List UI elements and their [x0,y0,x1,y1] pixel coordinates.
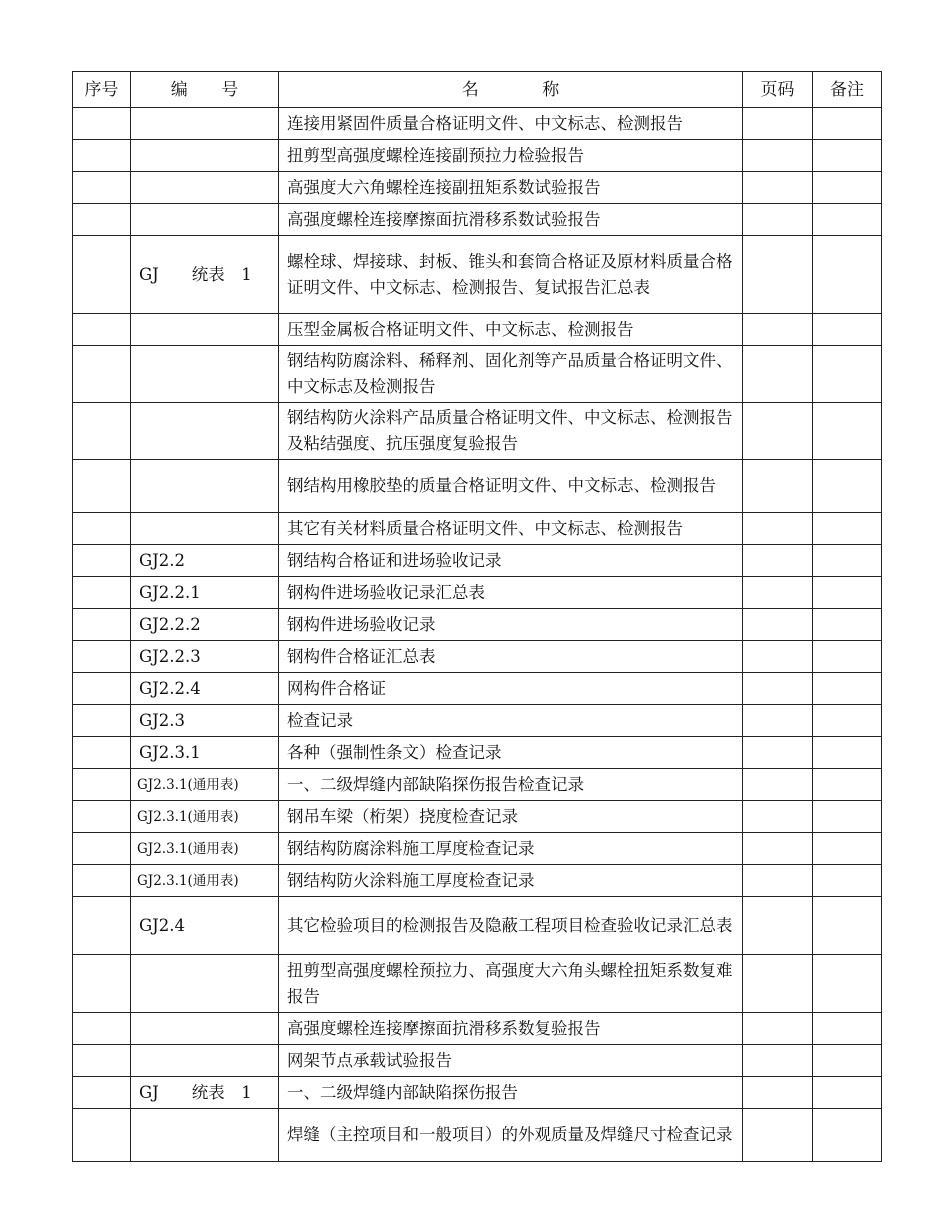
row-note [813,172,882,204]
row-code [131,1109,279,1162]
row-page [743,460,813,513]
row-code: GJ2.3 [131,705,279,737]
table-row [73,737,882,769]
row-seq [73,236,131,314]
table-row [73,172,882,204]
row-code: GJ2.3.1(通用表) [131,769,279,801]
row-code: GJ 统表 1 [131,236,279,314]
table-row [73,140,882,172]
row-seq [73,801,131,833]
table-row [73,955,882,1013]
row-name: 一、二级焊缝内部缺陷探伤报告 [279,1077,743,1109]
row-name: 钢结构合格证和进场验收记录 [279,545,743,577]
row-code [131,955,279,1013]
row-note [813,1109,882,1162]
row-page [743,1045,813,1077]
row-code [131,204,279,236]
row-note [813,108,882,140]
row-note [813,865,882,897]
row-code: GJ2.2.2 [131,609,279,641]
table-row [73,641,882,673]
row-page [743,609,813,641]
table-row [73,801,882,833]
row-seq [73,140,131,172]
row-page [743,865,813,897]
row-name: 网构件合格证 [279,673,743,705]
row-name: 压型金属板合格证明文件、中文标志、检测报告 [279,314,743,346]
row-seq [73,673,131,705]
table-row [73,346,882,403]
row-name: 其它检验项目的检测报告及隐蔽工程项目检查验收记录汇总表 [279,897,743,955]
header-row [73,72,882,108]
table-row [73,705,882,737]
row-seq [73,1045,131,1077]
row-code: GJ2.2.1 [131,577,279,609]
row-seq [73,460,131,513]
row-code: GJ2.3.1 [131,737,279,769]
row-code [131,140,279,172]
row-code [131,513,279,545]
row-page [743,346,813,403]
row-code: GJ2.2.3 [131,641,279,673]
row-code [131,172,279,204]
row-note [813,545,882,577]
row-name: 钢结构用橡胶垫的质量合格证明文件、中文标志、检测报告 [279,460,743,513]
row-page [743,513,813,545]
row-note [813,609,882,641]
row-seq [73,314,131,346]
header-note: 备注 [813,72,882,108]
table-row [73,1077,882,1109]
row-seq [73,1077,131,1109]
table-row [73,1109,882,1162]
row-name: 钢结构防火涂料施工厚度检查记录 [279,865,743,897]
row-note [813,140,882,172]
row-code: GJ2.2.4 [131,673,279,705]
row-seq [73,897,131,955]
row-name: 钢结构防火涂料产品质量合格证明文件、中文标志、检测报告及粘结强度、抗压强度复验报告 [279,403,743,460]
row-page [743,314,813,346]
table-row [73,577,882,609]
header-name: 名 称 [279,72,743,108]
row-seq [73,955,131,1013]
table-row [73,108,882,140]
row-seq [73,833,131,865]
row-name: 钢吊车梁（桁架）挠度检查记录 [279,801,743,833]
row-page [743,801,813,833]
row-seq [73,641,131,673]
table-row [73,833,882,865]
table-row [73,314,882,346]
row-code: GJ2.3.1(通用表) [131,801,279,833]
row-name: 钢构件合格证汇总表 [279,641,743,673]
row-seq [73,609,131,641]
row-name: 各种（强制性条文）检查记录 [279,737,743,769]
row-code [131,346,279,403]
row-code [131,1013,279,1045]
row-note [813,705,882,737]
row-name: 钢构件进场验收记录汇总表 [279,577,743,609]
row-note [813,673,882,705]
row-seq [73,513,131,545]
row-note [813,737,882,769]
row-name: 钢构件进场验收记录 [279,609,743,641]
row-name: 螺栓球、焊接球、封板、锥头和套筒合格证及原材料质量合格证明文件、中文标志、检测报告、复试报告汇总表 [279,236,743,314]
table-row [73,204,882,236]
table-row [73,769,882,801]
table-row [73,609,882,641]
row-note [813,1045,882,1077]
row-page [743,545,813,577]
row-seq [73,769,131,801]
table-row [73,865,882,897]
row-note [813,346,882,403]
row-seq [73,172,131,204]
row-page [743,140,813,172]
row-page [743,403,813,460]
header-page: 页码 [743,72,813,108]
row-page [743,673,813,705]
row-note [813,641,882,673]
row-note [813,833,882,865]
row-note [813,314,882,346]
row-note [813,236,882,314]
row-seq [73,346,131,403]
table-row [73,1013,882,1045]
row-seq [73,705,131,737]
row-seq [73,865,131,897]
row-page [743,955,813,1013]
row-page [743,641,813,673]
row-code: GJ2.3.1(通用表) [131,833,279,865]
row-name: 一、二级焊缝内部缺陷探伤报告检查记录 [279,769,743,801]
row-note [813,1013,882,1045]
table-row [73,1045,882,1077]
row-code: GJ 统表 1 [131,1077,279,1109]
row-note [813,801,882,833]
row-name: 焊缝（主控项目和一般项目）的外观质量及焊缝尺寸检查记录 [279,1109,743,1162]
row-page [743,737,813,769]
row-seq [73,204,131,236]
row-page [743,577,813,609]
row-name: 高强度大六角螺栓连接副扭矩系数试验报告 [279,172,743,204]
row-page [743,833,813,865]
row-code [131,403,279,460]
row-note [813,577,882,609]
row-seq [73,403,131,460]
table-row [73,460,882,513]
row-page [743,769,813,801]
row-page [743,897,813,955]
header-seq: 序号 [73,72,131,108]
row-page [743,1077,813,1109]
row-name: 钢结构防腐涂料施工厚度检查记录 [279,833,743,865]
table-row [73,513,882,545]
row-seq [73,577,131,609]
row-code: GJ2.4 [131,897,279,955]
row-name: 连接用紧固件质量合格证明文件、中文标志、检测报告 [279,108,743,140]
table-row [73,673,882,705]
row-name: 检查记录 [279,705,743,737]
row-note [813,513,882,545]
table-row [73,236,882,314]
row-name: 网架节点承载试验报告 [279,1045,743,1077]
row-seq [73,545,131,577]
row-name: 钢结构防腐涂料、稀释剂、固化剂等产品质量合格证明文件、中文标志及检测报告 [279,346,743,403]
row-code: GJ2.3.1(通用表) [131,865,279,897]
row-note [813,460,882,513]
row-note [813,897,882,955]
row-name: 高强度螺栓连接摩擦面抗滑移系数复验报告 [279,1013,743,1045]
header-code: 编 号 [131,72,279,108]
row-code [131,1045,279,1077]
row-page [743,705,813,737]
row-seq [73,1109,131,1162]
row-code: GJ2.2 [131,545,279,577]
row-name: 扭剪型高强度螺栓连接副预拉力检验报告 [279,140,743,172]
row-page [743,204,813,236]
row-code [131,108,279,140]
row-name: 其它有关材料质量合格证明文件、中文标志、检测报告 [279,513,743,545]
row-page [743,236,813,314]
row-page [743,1013,813,1045]
row-code [131,314,279,346]
row-code [131,460,279,513]
row-note [813,769,882,801]
document-index-table [72,71,882,1162]
row-note [813,955,882,1013]
table-row [73,403,882,460]
row-note [813,403,882,460]
row-name: 扭剪型高强度螺栓预拉力、高强度大六角头螺栓扭矩系数复难报告 [279,955,743,1013]
row-seq [73,108,131,140]
row-page [743,1109,813,1162]
table-row [73,545,882,577]
row-seq [73,1013,131,1045]
row-note [813,1077,882,1109]
row-page [743,172,813,204]
row-page [743,108,813,140]
table-row [73,897,882,955]
row-note [813,204,882,236]
row-name: 高强度螺栓连接摩擦面抗滑移系数试验报告 [279,204,743,236]
row-seq [73,737,131,769]
